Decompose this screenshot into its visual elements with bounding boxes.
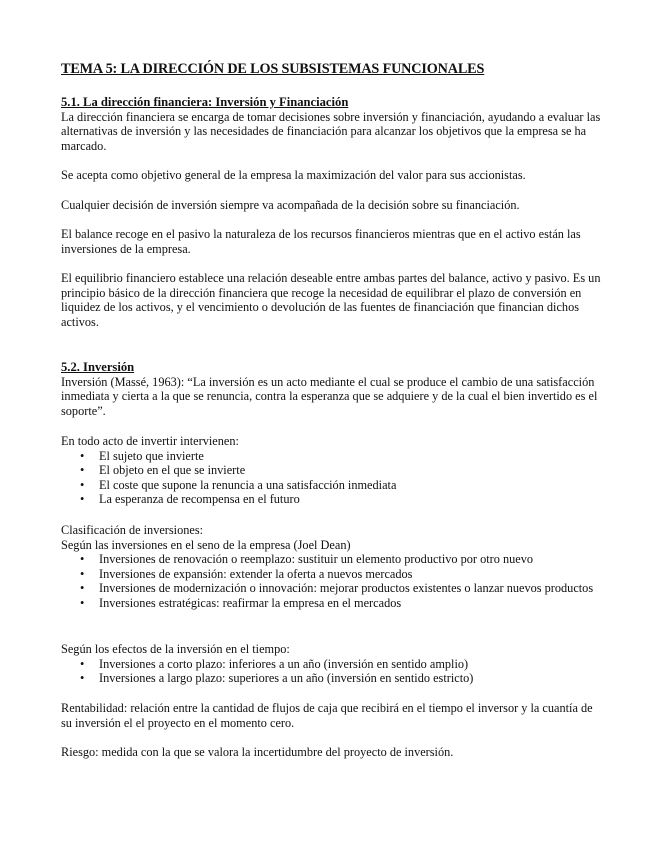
list-item: • Inversiones a largo plazo: superiores a un año (inversión en sentido estricto): [99, 671, 601, 686]
paragraph-profitability: Rentabilidad: relación entre la cantidad de flujos de caja que recibirá en el tiempo el inversor y la cuantía de su inversión el el proyecto en el momento cero.: [61, 701, 593, 730]
list-item: • Inversiones de renovación o reemplazo: sustituir un elemento productivo por otro nuevo: [99, 552, 601, 567]
investment-elements: [61, 434, 601, 507]
document-title: TEMA 5: LA DIRECCIÓN DE LOS SUBSISTEMAS FUNCIONALES: [61, 61, 485, 77]
paragraph-balance: El balance recoge en el pasivo la naturaleza de los recursos financieros mientras que en el activo están las inversiones de la empresa.: [61, 227, 581, 256]
paragraph-general-objective: Se acepta como objetivo general de la empresa la maximización del valor para sus accionistas.: [61, 168, 526, 182]
list-item: • Inversiones a corto plazo: inferiores a un año (inversión en sentido amplio): [99, 657, 601, 672]
time-intro: Según los efectos de la inversión en el tiempo:: [61, 642, 290, 656]
classification-title: Clasificación de inversiones:: [61, 523, 204, 537]
investment-time-effects: [61, 642, 601, 686]
elements-intro: En todo acto de invertir intervienen:: [61, 434, 239, 448]
list-item: • Inversiones estratégicas: reafirmar la empresa en el mercados: [99, 596, 601, 611]
list-item: • La esperanza de recompensa en el futuro: [99, 492, 601, 507]
classification-intro: Según las inversiones en el seno de la empresa (Joel Dean): [61, 537, 351, 552]
list-item: • Inversiones de expansión: extender la oferta a nuevos mercados: [99, 567, 601, 582]
time-list: [61, 657, 601, 686]
paragraph-financial-direction: La dirección financiera se encarga de tomar decisiones sobre inversión y financiación, ayudando a evaluar las alternativas de inversión y las necesidades de financiación para alcanzar los objetivos que la empresa se ha marcado.: [61, 109, 601, 153]
section-1-heading: 5.1. La dirección financiera: Inversión y Financiación: [61, 95, 349, 109]
investment-classification: [61, 523, 601, 611]
paragraph-investment-decision: Cualquier decisión de inversión siempre va acompañada de la decisión sobre su financiación.: [61, 198, 520, 212]
section-1: [61, 95, 601, 153]
paragraph-investment-definition: Inversión (Massé, 1963): “La inversión es un acto mediante el cual se produce el cambio de una satisfacción inmediata y cierta a la que se renuncia, contra la esperanza que se adquiere y de la cual el bien invertido es el soporte”.: [61, 374, 598, 418]
list-item: • El coste que supone la renuncia a una satisfacción inmediata: [99, 478, 601, 493]
list-item: • Inversiones de modernización o innovación: mejorar productos existentes o lanzar nuevos productos: [99, 581, 601, 596]
section-2-heading: 5.2. Inversión: [61, 360, 135, 374]
list-item: • El objeto en el que se invierte: [99, 463, 601, 478]
list-item: • El sujeto que invierte: [99, 449, 601, 464]
paragraph-financial-equilibrium: El equilibrio financiero establece una relación deseable entre ambas partes del balance, activo y pasivo. Es un principio básico de la dirección financiera que recoge la necesidad de equilibrar el plazo de conversión en liquidez de los activos, y el vencimiento o devolución de las fuentes de financiación que financian dichos activos.: [61, 271, 601, 329]
classification-list: [61, 552, 601, 610]
elements-list: [61, 449, 601, 507]
section-2: [61, 360, 601, 418]
paragraph-risk: Riesgo: medida con la que se valora la incertidumbre del proyecto de inversión.: [61, 745, 454, 759]
